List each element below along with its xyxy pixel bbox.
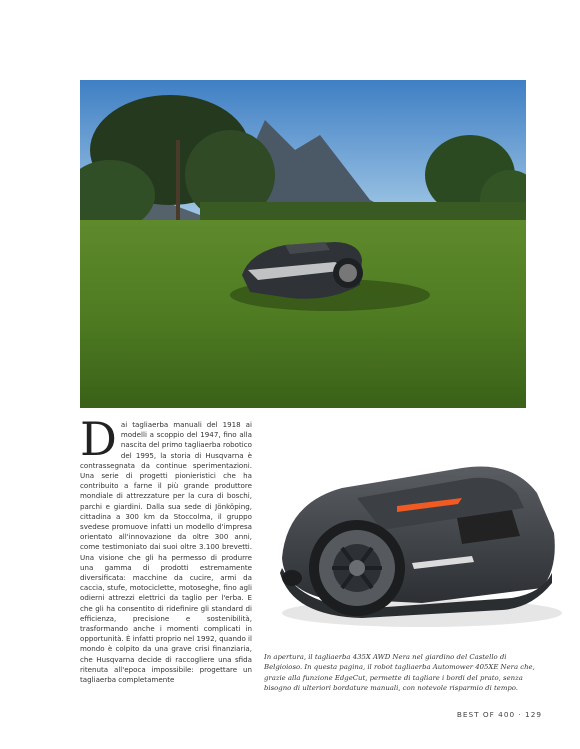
lawn-scene-illustration — [80, 80, 526, 408]
product-photo — [262, 448, 562, 638]
drop-cap: D — [80, 412, 117, 466]
article-text: ai tagliaerba manuali del 1918 ai modelli a scoppio del 1947, fino alla nascita del primo tagliaerba robotico del 1995, la storia di Husqvarna è contrassegnata da continue sperimentazioni. Una serie di progetti pionieristici che ha contribuito a farne il più grande produttore mondiale di attrezzature per la cura di boschi, parchi e giardini. Dalla sua sede di Jönköping, cittadina a 300 km da Stoccolma, il gruppo svedese promuove infatti un modello d'impresa orientato all'innovazione da oltre 300 anni, come testimoniato dai suoi oltre 3.100 brevetti. Una visione che gli ha permesso di produrre una gamma di prodotti estremamente diversificata: macchine da cucire, armi da caccia, stufe, motociclette, motoseghe, fino agli odierni attrezzi elettrici da taglio per l'erba. E che gli ha consentito di ridefinire gli standard di efficienza, precisione e sostenibilità, trasformando anche i momenti complicati in opportunità. È infatti proprio nel 1992, quando il mondo è colpito da una grave crisi finanziaria, che Husqvarna decide di raccogliere una sfida ritenuta all'epoca impossibile: progettare un tagliaerba completamente — [80, 420, 252, 685]
photo-caption: In apertura, il tagliaerba 435X AWD Nera nel giardino del Castello di Belgioioso. In questa pagina, il robot tagliaerba Automower 405XE Nera che, grazie alla funzione EdgeCut, permette di tagliare i bordi del prato, senza bisogno di ulteriori bordature manuali, con notevole risparmio di tempo. — [264, 653, 535, 692]
robot-mower-illustration — [262, 448, 562, 638]
article-body — [80, 412, 252, 685]
hero-photo — [80, 80, 526, 408]
page-folio: BEST OF 400 · 129 — [456, 710, 542, 719]
